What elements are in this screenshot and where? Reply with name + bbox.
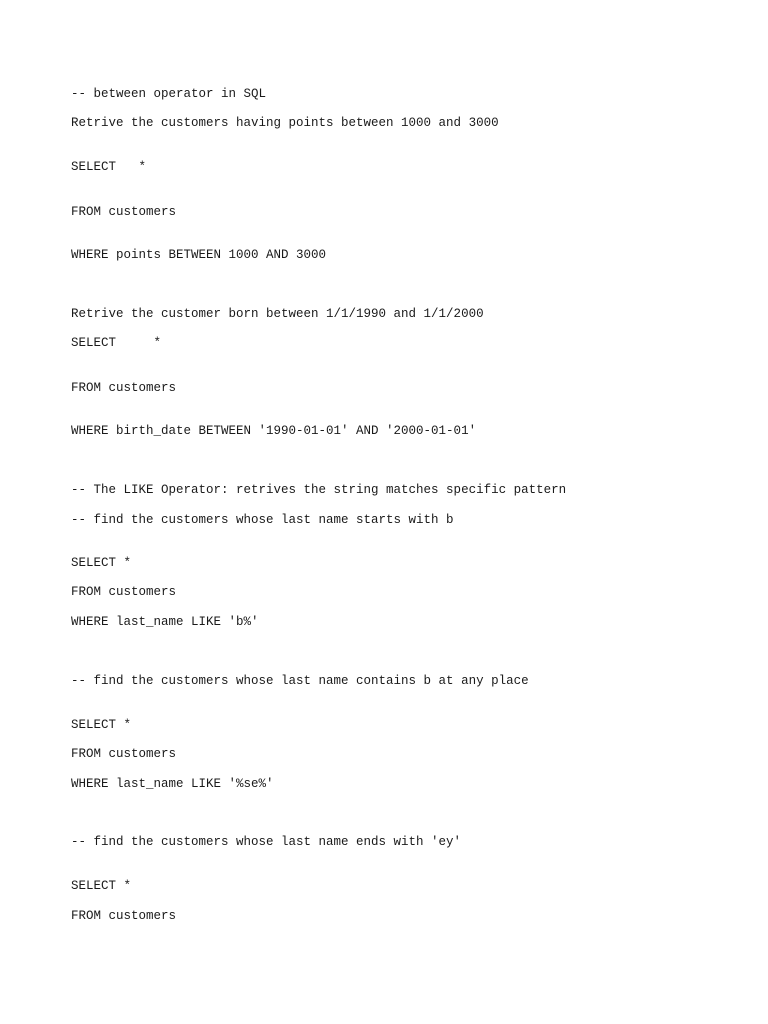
text-line: Retrive the customers having points between 1000 and 3000: [71, 116, 499, 130]
sql-comment-line: -- between operator in SQL: [71, 87, 267, 101]
sql-comment-line: -- find the customers whose last name ends with 'ey': [71, 835, 462, 849]
sql-from-line: FROM customers: [71, 205, 177, 219]
sql-from-line: FROM customers: [71, 585, 177, 599]
sql-where-line: WHERE last_name LIKE '%se%': [71, 777, 274, 791]
sql-comment-line: -- find the customers whose last name contains b at any place: [71, 674, 529, 688]
sql-from-line: FROM customers: [71, 381, 177, 395]
sql-from-line: FROM customers: [71, 909, 177, 923]
sql-comment-line: -- find the customers whose last name starts with b: [71, 513, 454, 527]
sql-where-line: WHERE birth_date BETWEEN '1990-01-01' AND '2000-01-01': [71, 424, 477, 438]
sql-select-line: SELECT *: [71, 336, 162, 350]
sql-where-line: WHERE last_name LIKE 'b%': [71, 615, 259, 629]
sql-select-line: SELECT *: [71, 160, 147, 174]
sql-from-line: FROM customers: [71, 747, 177, 761]
sql-where-line: WHERE points BETWEEN 1000 AND 3000: [71, 248, 327, 262]
sql-select-line: SELECT *: [71, 879, 132, 893]
sql-comment-line: -- The LIKE Operator: retrives the string matches specific pattern: [71, 483, 567, 497]
text-line: Retrive the customer born between 1/1/1990 and 1/1/2000: [71, 307, 484, 321]
sql-select-line: SELECT *: [71, 556, 132, 570]
sql-select-line: SELECT *: [71, 718, 132, 732]
